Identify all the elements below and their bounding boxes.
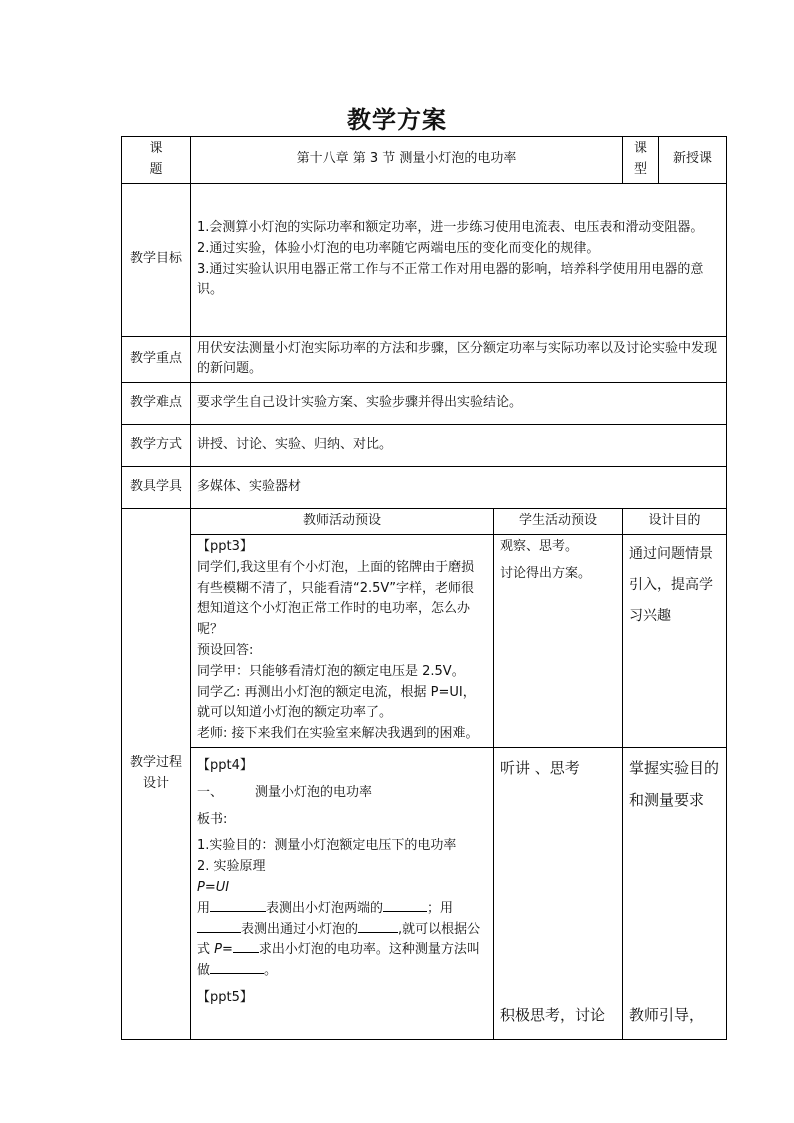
process-label: 教学过程设计 — [122, 509, 191, 1040]
methods-label: 教学方式 — [122, 425, 191, 467]
blank-line — [383, 899, 427, 912]
key-points-label: 教学重点 — [122, 336, 191, 383]
objective-item: 1.会测算小灯泡的实际功率和额定功率，进一步练习使用电流表、电压表和滑动变阻器。 — [197, 220, 704, 235]
student-b-answer: 同学乙: 再测出小灯泡的额定电流，根据 P=UI，就可以知道小灯泡的额定功率了。 — [197, 684, 476, 721]
experiment-purpose: 1.实验目的：测量小灯泡额定电压下的电功率 — [197, 838, 457, 854]
student-column-header: 学生活动预设 — [494, 509, 623, 535]
difficulties-text: 要求学生自己设计实验方案、实验步骤并得出实验结论。 — [191, 383, 727, 425]
teacher-column-header: 教师活动预设 — [191, 509, 494, 535]
purpose-column-header: 设计目的 — [623, 509, 727, 535]
tools-text: 多媒体、实验器材 — [191, 467, 727, 509]
difficulties-row — [122, 383, 727, 425]
teacher-remark: 老师: 接下来我们在实验室来解决我遇到的困难。 — [197, 726, 479, 742]
blank-line — [210, 899, 266, 912]
lesson-plan-table — [121, 136, 727, 1040]
process-row-1 — [122, 534, 727, 747]
student-activity-1: 观察、思考。 讨论得出方案。 — [494, 534, 623, 747]
board-label: 板书: — [197, 811, 228, 827]
methods-row — [122, 425, 727, 467]
topic-label: 课 题 — [122, 137, 191, 184]
student-a-answer: 同学甲：只能够看清灯泡的额定电压是 2.5V。 — [197, 663, 465, 679]
section-heading: 一、 测量小灯泡的电功率 — [197, 784, 373, 800]
tools-row — [122, 467, 727, 509]
purpose-2: 掌握实验目的和测量要求 教师引导， — [623, 747, 727, 1039]
blank-line — [197, 920, 241, 933]
methods-text: 讲授、讨论、实验、归纳、对比。 — [191, 425, 727, 467]
blank-line — [233, 940, 259, 953]
objectives-label: 教学目标 — [122, 183, 191, 336]
objectives-content — [191, 183, 727, 336]
document-title: 教学方案 — [347, 106, 447, 134]
preset-answer-label: 预设回答: — [197, 642, 254, 658]
difficulties-label: 教学难点 — [122, 383, 191, 425]
teacher-activity-1 — [191, 534, 494, 747]
purpose-1: 通过问题情景引入，提高学习兴趣 — [623, 534, 727, 747]
topic-row — [122, 137, 727, 184]
key-points-text: 用伏安法测量小灯泡实际功率的方法和步骤，区分额定功率与实际功率以及讨论实验中发现的新问题。 — [191, 336, 727, 383]
process-header-row — [122, 509, 727, 535]
ppt-marker: 【ppt4】 — [197, 757, 253, 773]
ppt-marker: 【ppt5】 — [197, 989, 253, 1005]
tools-label: 教具学具 — [122, 467, 191, 509]
objectives-row — [122, 183, 727, 336]
ppt-marker: 【ppt3】 — [197, 538, 253, 554]
type-label: 课 型 — [623, 137, 659, 184]
key-points-row — [122, 336, 727, 383]
teacher-activity-2 — [191, 747, 494, 1039]
teacher-text: 同学们,我这里有个小灯泡，上面的铭牌由于磨损有些模糊不清了，只能看清“2.5V”字样，老师很想知道这个小灯泡正常工作时的电功率，怎么办呢？ — [197, 559, 475, 638]
fill-in-paragraph: 用 表测出小灯泡两端的 ；用表测出通过小灯泡的 ,就可以根据公式 P= 求出小灯泡的电功率。这种测量方法叫做 。 — [197, 900, 481, 979]
experiment-principle: 2. 实验原理 — [197, 859, 266, 875]
blank-line — [358, 920, 398, 933]
formula: P=UI — [197, 879, 230, 895]
student-activity-2: 听讲 、思考 积极思考，讨论 — [494, 747, 623, 1039]
objective-item: 2.通过实验，体验小灯泡的电功率随它两端电压的变化而变化的规律。 — [197, 240, 600, 256]
topic-value: 第十八章 第 3 节 测量小灯泡的电功率 — [191, 137, 623, 184]
objective-item: 3.通过实验认识用电器正常工作与不正常工作对用电器的影响，培养科学使用用电器的意识。 — [197, 261, 704, 298]
blank-line — [210, 961, 264, 974]
process-row-2 — [122, 747, 727, 1039]
type-value: 新授课 — [659, 137, 727, 184]
